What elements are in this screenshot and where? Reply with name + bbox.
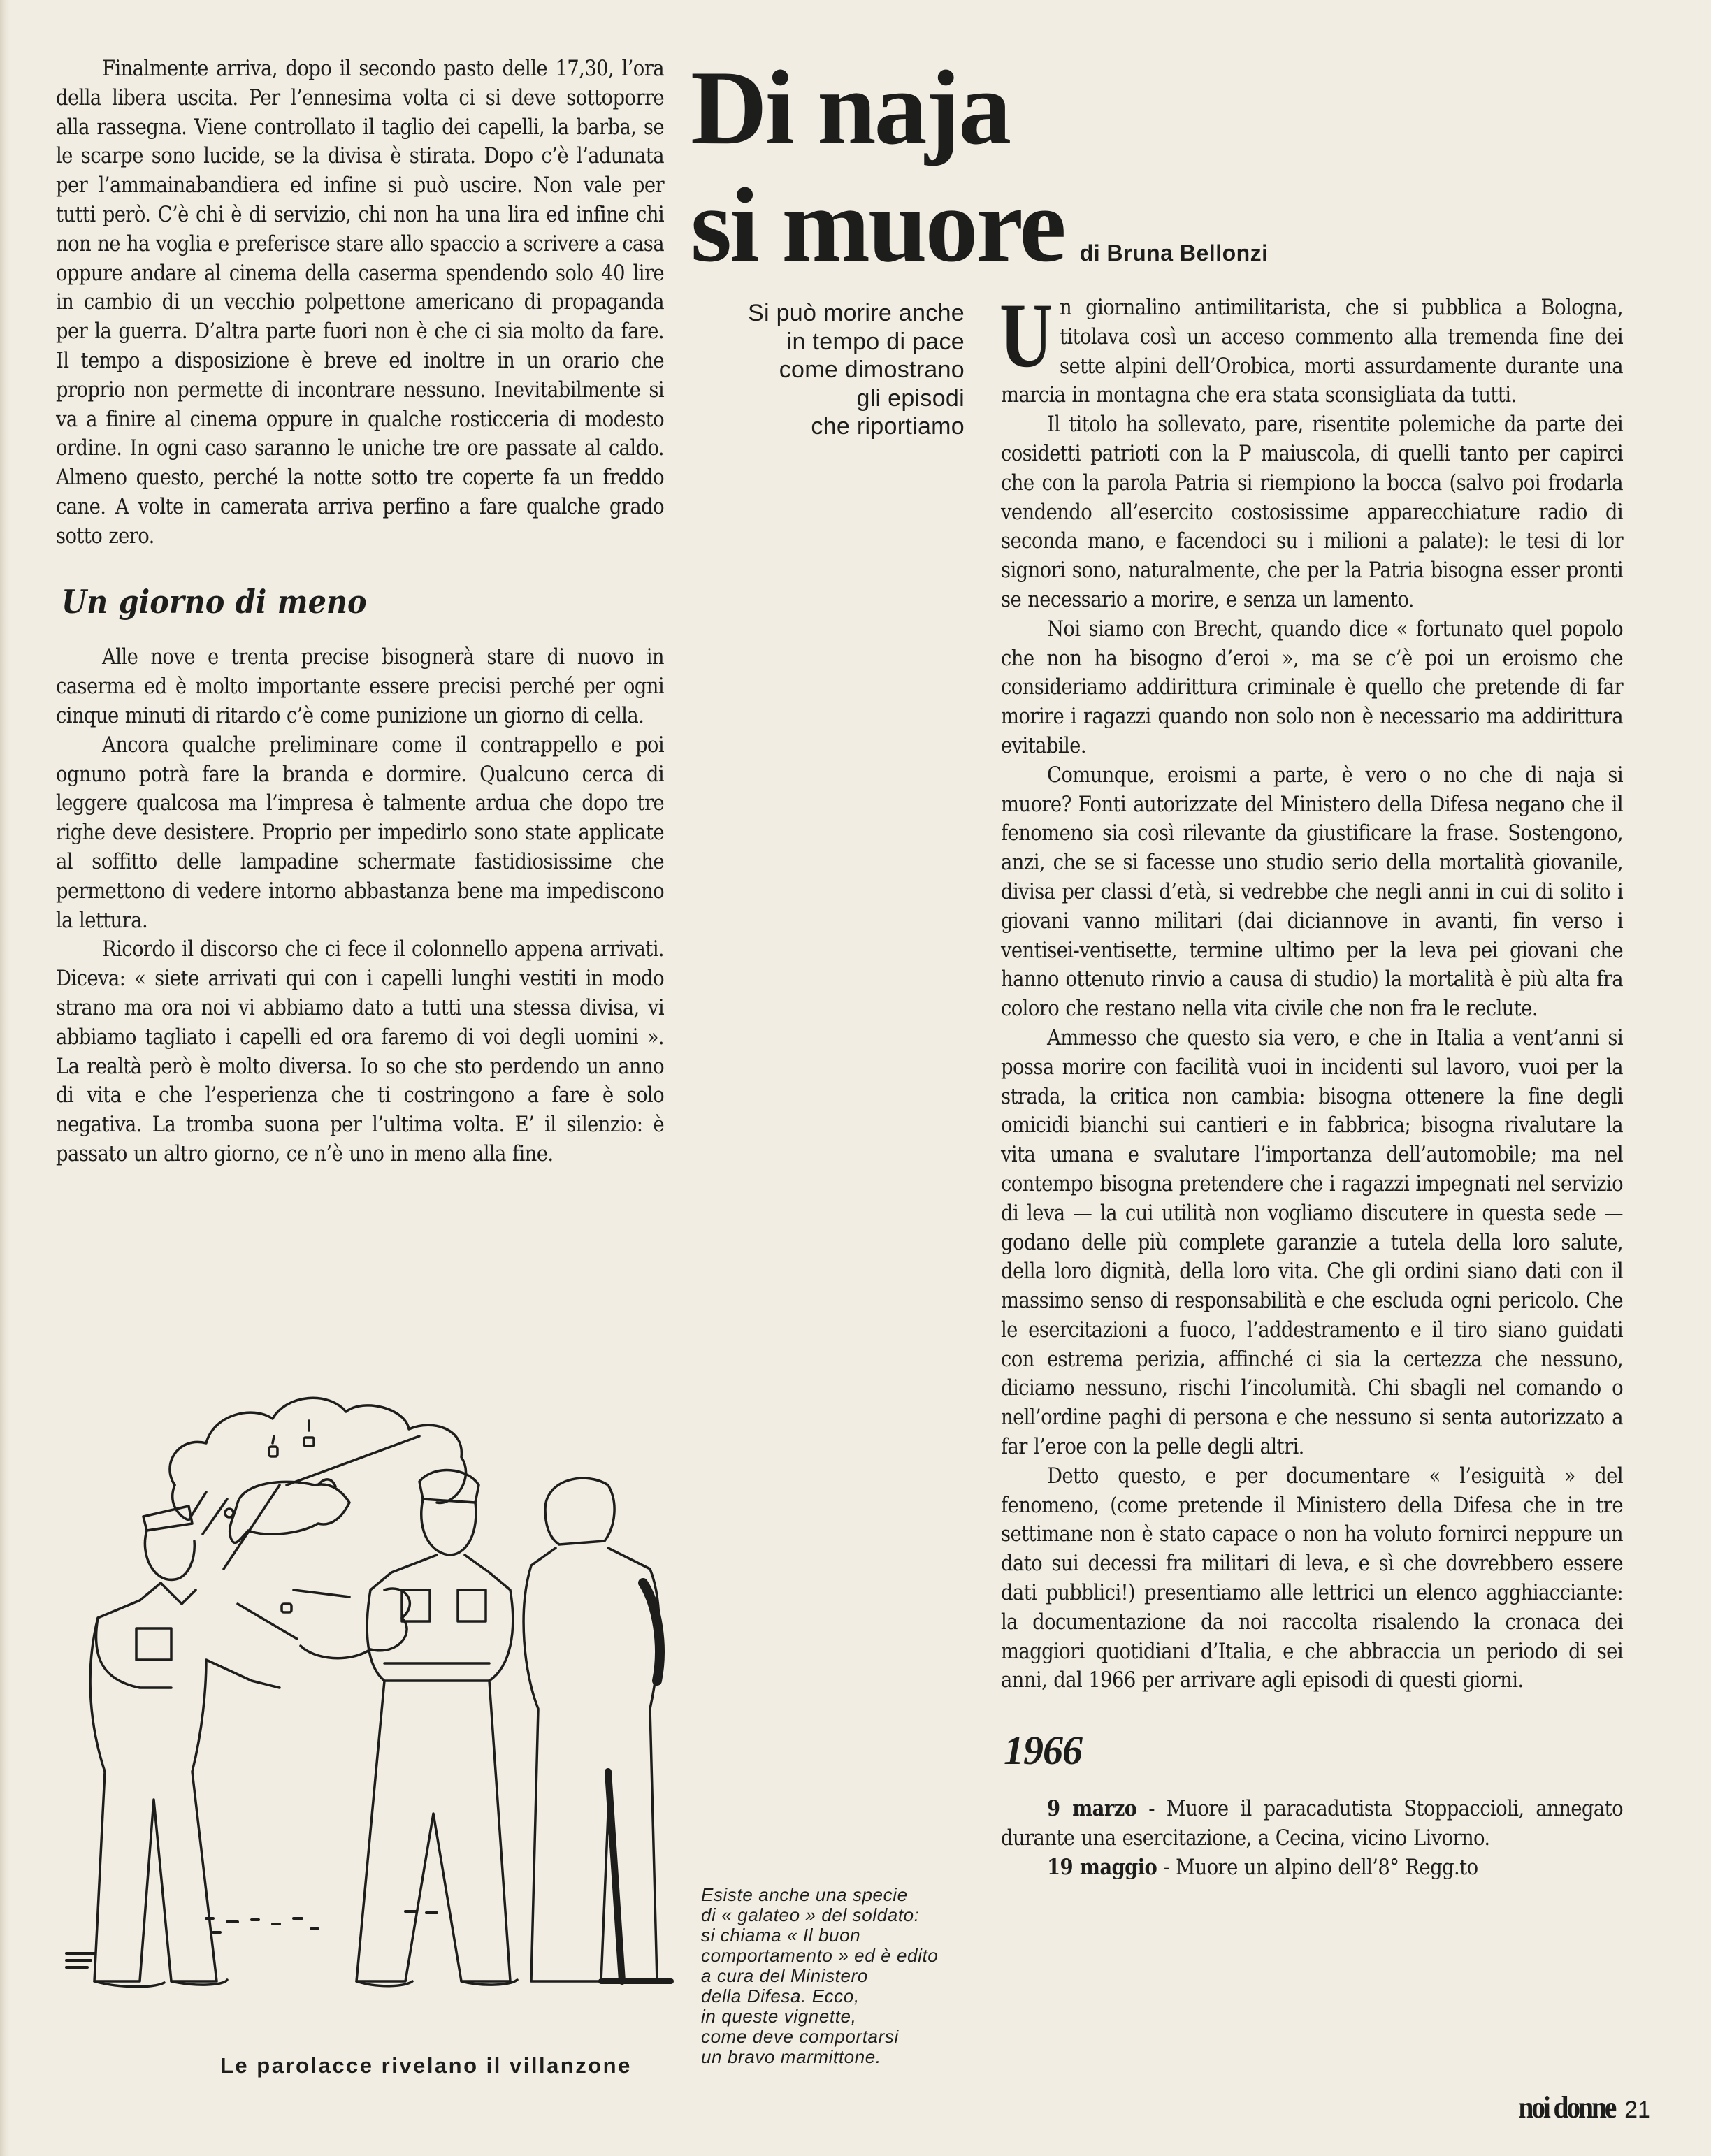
caption-line: un bravo marmittone. [701, 2046, 881, 2067]
entry-date: 19 maggio [1047, 1854, 1157, 1880]
headline [691, 49, 1389, 312]
caption-line: di « galateo » del soldato: [701, 1904, 920, 1925]
page-edge [0, 0, 10, 2156]
byline: di Bruna Bellonzi [1079, 240, 1269, 266]
page-footer [1508, 2090, 1651, 2125]
soldier-left-icon [90, 1506, 280, 1987]
caption-line: si chiama « Il buon [701, 1925, 861, 1946]
paragraph: Ammesso che questo sia vero, e che in Italia a vent’anni si possa morire con facilità vuoi in incidenti sul lavoro, vuoi per la strada, la critica non cambia: bisogna ottenere la fine degli omicidi bianchi sui cantieri e in fabbrica; bisogna rivalutare la vita umana e svalutare l’importanza dell’automobile; ma nel contempo bisogna pretendere che i ragazzi impegnati nel servizio di leva — la cui utilità non vogliamo discutere in questa sede — godano delle più complete garanzie a tutela della loro salute, della loro dignità, della loro vita. Che gli ordini siano dati con il massimo senso di responsabilità e che escluda ogni pericolo. Che le esercitazioni a fuoco, l’addestramento e il tiro siano guidati con estrema perizia, affinché ci sia la certezza che nessuno, diciamo nessuno, rischi l’incolumità. Chi sbagli nel comando o nell’ordine paghi di persona e che nessuno si senta autorizzato a far l’eroe con la pelle degli altri. [1001, 1025, 1623, 1460]
caption-line: come deve comportarsi [701, 2026, 899, 2047]
caption-line: della Difesa. Ecco, [701, 1985, 860, 2006]
paragraph: Ricordo il discorso che ci fece il colonnello appena arrivati. Diceva: « siete arrivati qui con i capelli lunghi vestiti in modo strano ma ora noi vi abbiamo dato a tutti una stessa divisa, vi abbiamo tagliato i capelli ed ora faremo di voi degli uomini ». La realtà però è molto diversa. Io so che sto perdendo un anno di vita e che l’esperienza che ti costringono a fare è solo negativa. La tromba suona per l’ultima volta. E’ il silenzio: è passato un altro giorno, ce n’è uno in meno alla fine. [56, 937, 664, 1166]
deck [681, 299, 965, 441]
paragraph: Noi siamo con Brecht, quando dice « fortunato quel popolo che non ha bisogno d’eroi », ma se c’è poi un eroismo che consideriamo addirittura criminale è quello che pretende di far morire i ragazzi quando non solo non è necessario ma addirittura evitabile. [1001, 616, 1623, 758]
chronicle-entry [1001, 1795, 1623, 1853]
caption-line: a cura del Ministero [701, 1965, 868, 1986]
caption-line: in queste vignette, [701, 2006, 857, 2027]
lead-text: n giornalino antimilitarista, che si pubblica a Bologna, titolava così un acceso commento alla tremenda fine dei sette alpini dell’Orobica, morti assurdamente durante una marcia in montagna che era stata sconsigliata da tutti. [1001, 296, 1623, 408]
ground-dots [206, 1911, 437, 1932]
curse-symbols-icon [269, 1421, 314, 1612]
subheading: Un giorno di meno [62, 582, 367, 621]
soldiers-illustration [56, 1380, 685, 1995]
page-number: 21 [1624, 2097, 1651, 2123]
paragraph: Ancora qualche preliminare come il contrappello e poi ognuno potrà fare la branda e dormire. Qualcuno cerca di leggere qualcosa ma l’impresa è talmente ardua che dopo tre righe deve desistere. Proprio per impedirlo sono state applicate al soffitto delle lampadine schermate fastidiosissime che permettono di vedere intorno abbastanza bene ma impediscono la lettura. [56, 732, 664, 933]
deck-line: gli episodi [856, 384, 965, 412]
entry-text: - Muore il paracadutista Stoppaccioli, annegato durante una esercitazione, a Cecina, vicino Livorno. [1001, 1797, 1623, 1851]
entry-text: - Muore un alpino dell’8° Regg.to [1157, 1855, 1478, 1880]
lead-paragraph [999, 284, 1623, 410]
paragraph: Il titolo ha sollevato, pare, risentite polemiche da parte dei cosidetti patrioti con la P maiuscola, di quelli tanto per capirci che con la parola Patria si riempiono la bocca (salvo poi frodarla vendendo all’esercito costosissime apparecchiature radio di seconda mano, e facendoci su i milioni a palate): le tesi di lor signori sono, naturalmente, che per la Patria bisogna esser pronti se necessario a morire, e senza un lamento. [1001, 412, 1623, 612]
deck-line: che riportiamo [811, 413, 965, 440]
artist-signature [66, 1953, 94, 1967]
deck-line: in tempo di pace [786, 328, 965, 355]
soldier-right-icon [524, 1478, 671, 1981]
drop-cap: U [999, 284, 1053, 386]
headline-line-1: Di naja [691, 49, 1010, 166]
caption-line: comportamento » ed è edito [701, 1945, 939, 1966]
entry-date: 9 marzo [1047, 1796, 1137, 1822]
paragraph: Alle nove e trenta precise bisognerà stare di nuovo in caserma ed è molto importante essere precisi perché per ogni cinque minuti di ritardo c’è come punizione un giorno di cella. [56, 645, 664, 728]
side-caption [701, 1885, 995, 2067]
deck-line: come dimostrano [779, 356, 965, 383]
illustration-caption: Le parolacce rivelano il villanzone [220, 2053, 632, 2078]
paragraph: Detto questo, e per documentare « l’esiguità » del fenomeno, (come pretende il Ministero della Difesa che in tre settimane non è stato capace o non ha voluto fornirci neppure un dato sui decessi fra militari di leva, e sì che dovrebbero essere dati pubblici!) presentiamo alle lettrici un elenco agghiacciante: la documentazione da noi raccolta risalendo la cronaca dei maggiori quotidiani d’Italia, e che abbraccia un periodo di sei anni, dal 1966 per arrivare agli episodi di questi giorni. [1001, 1463, 1623, 1693]
magazine-name: noi donne [1518, 2090, 1615, 2125]
soldier-middle-icon [356, 1470, 517, 1986]
caption-line: Esiste anche una specie [701, 1884, 908, 1905]
paragraph: Comunque, eroismi a parte, è vero o no che di naja si muore? Fonti autorizzate del Ministero della Difesa negano che il fenomeno sia così rilevante da giustificare la frase. Sostengono, anzi, che se si facesse uno studio serio della mortalità giovanile, divisa per classi d’età, si vedrebbe che negli anni in cui di solito i giovani vanno militari (dai diciannove in avanti, fin verso i ventisei-ventisette, termine ultimo per la leva pei giovani che hanno ottenuto rinvio a causa di studio) la mortalità è più alta fra coloro che restano nella vita civile che non fra le reclute. [1001, 762, 1623, 1022]
paragraph: Finalmente arriva, dopo il secondo pasto delle 17,30, l’ora della libera uscita. Per l’ennesima volta ci si deve sottoporre alla rassegna. Viene controllato il taglio dei capelli, la barba, se le scarpe sono lucide, se la divisa è stirata. Dopo c’è l’adunata per l’ammainabandiera ed infine si può uscire. Non vale per tutti però. C’è chi è di servizio, chi non ha una lira ed infine chi non ne ha voglia e preferisce stare allo spaccio a scrivere a casa oppure andare al cinema della caserma spendendo solo 40 lire in cambio di un vecchio polpettone americano di propaganda per la guerra. D’altra parte fuori non è che ci sia molto da fare. Il tempo a disposizione è breve ed inoltre in un orario che proprio non permette di incontrare nessuno. Inevitabilmente si va a finire al cinema oppure in qualche rosticceria di modesto ordine. In ogni caso saranno le uniche tre ore passate al caldo. Almeno questo, perché la notte sotto tre coperte fa un freddo cane. A volte in camerata arriva perfino a fare qualche grado sotto zero. [56, 57, 664, 549]
speech-cloud-icon [170, 1398, 466, 1658]
right-column [999, 284, 1623, 1882]
year-heading: 1966 [1004, 1728, 1082, 1774]
chronicle-entry [1001, 1853, 1623, 1883]
headline-line-2: si muore [691, 166, 1064, 284]
left-column [56, 55, 664, 1169]
deck-line: Si può morire anche [748, 300, 965, 326]
pig-icon [225, 1479, 349, 1542]
